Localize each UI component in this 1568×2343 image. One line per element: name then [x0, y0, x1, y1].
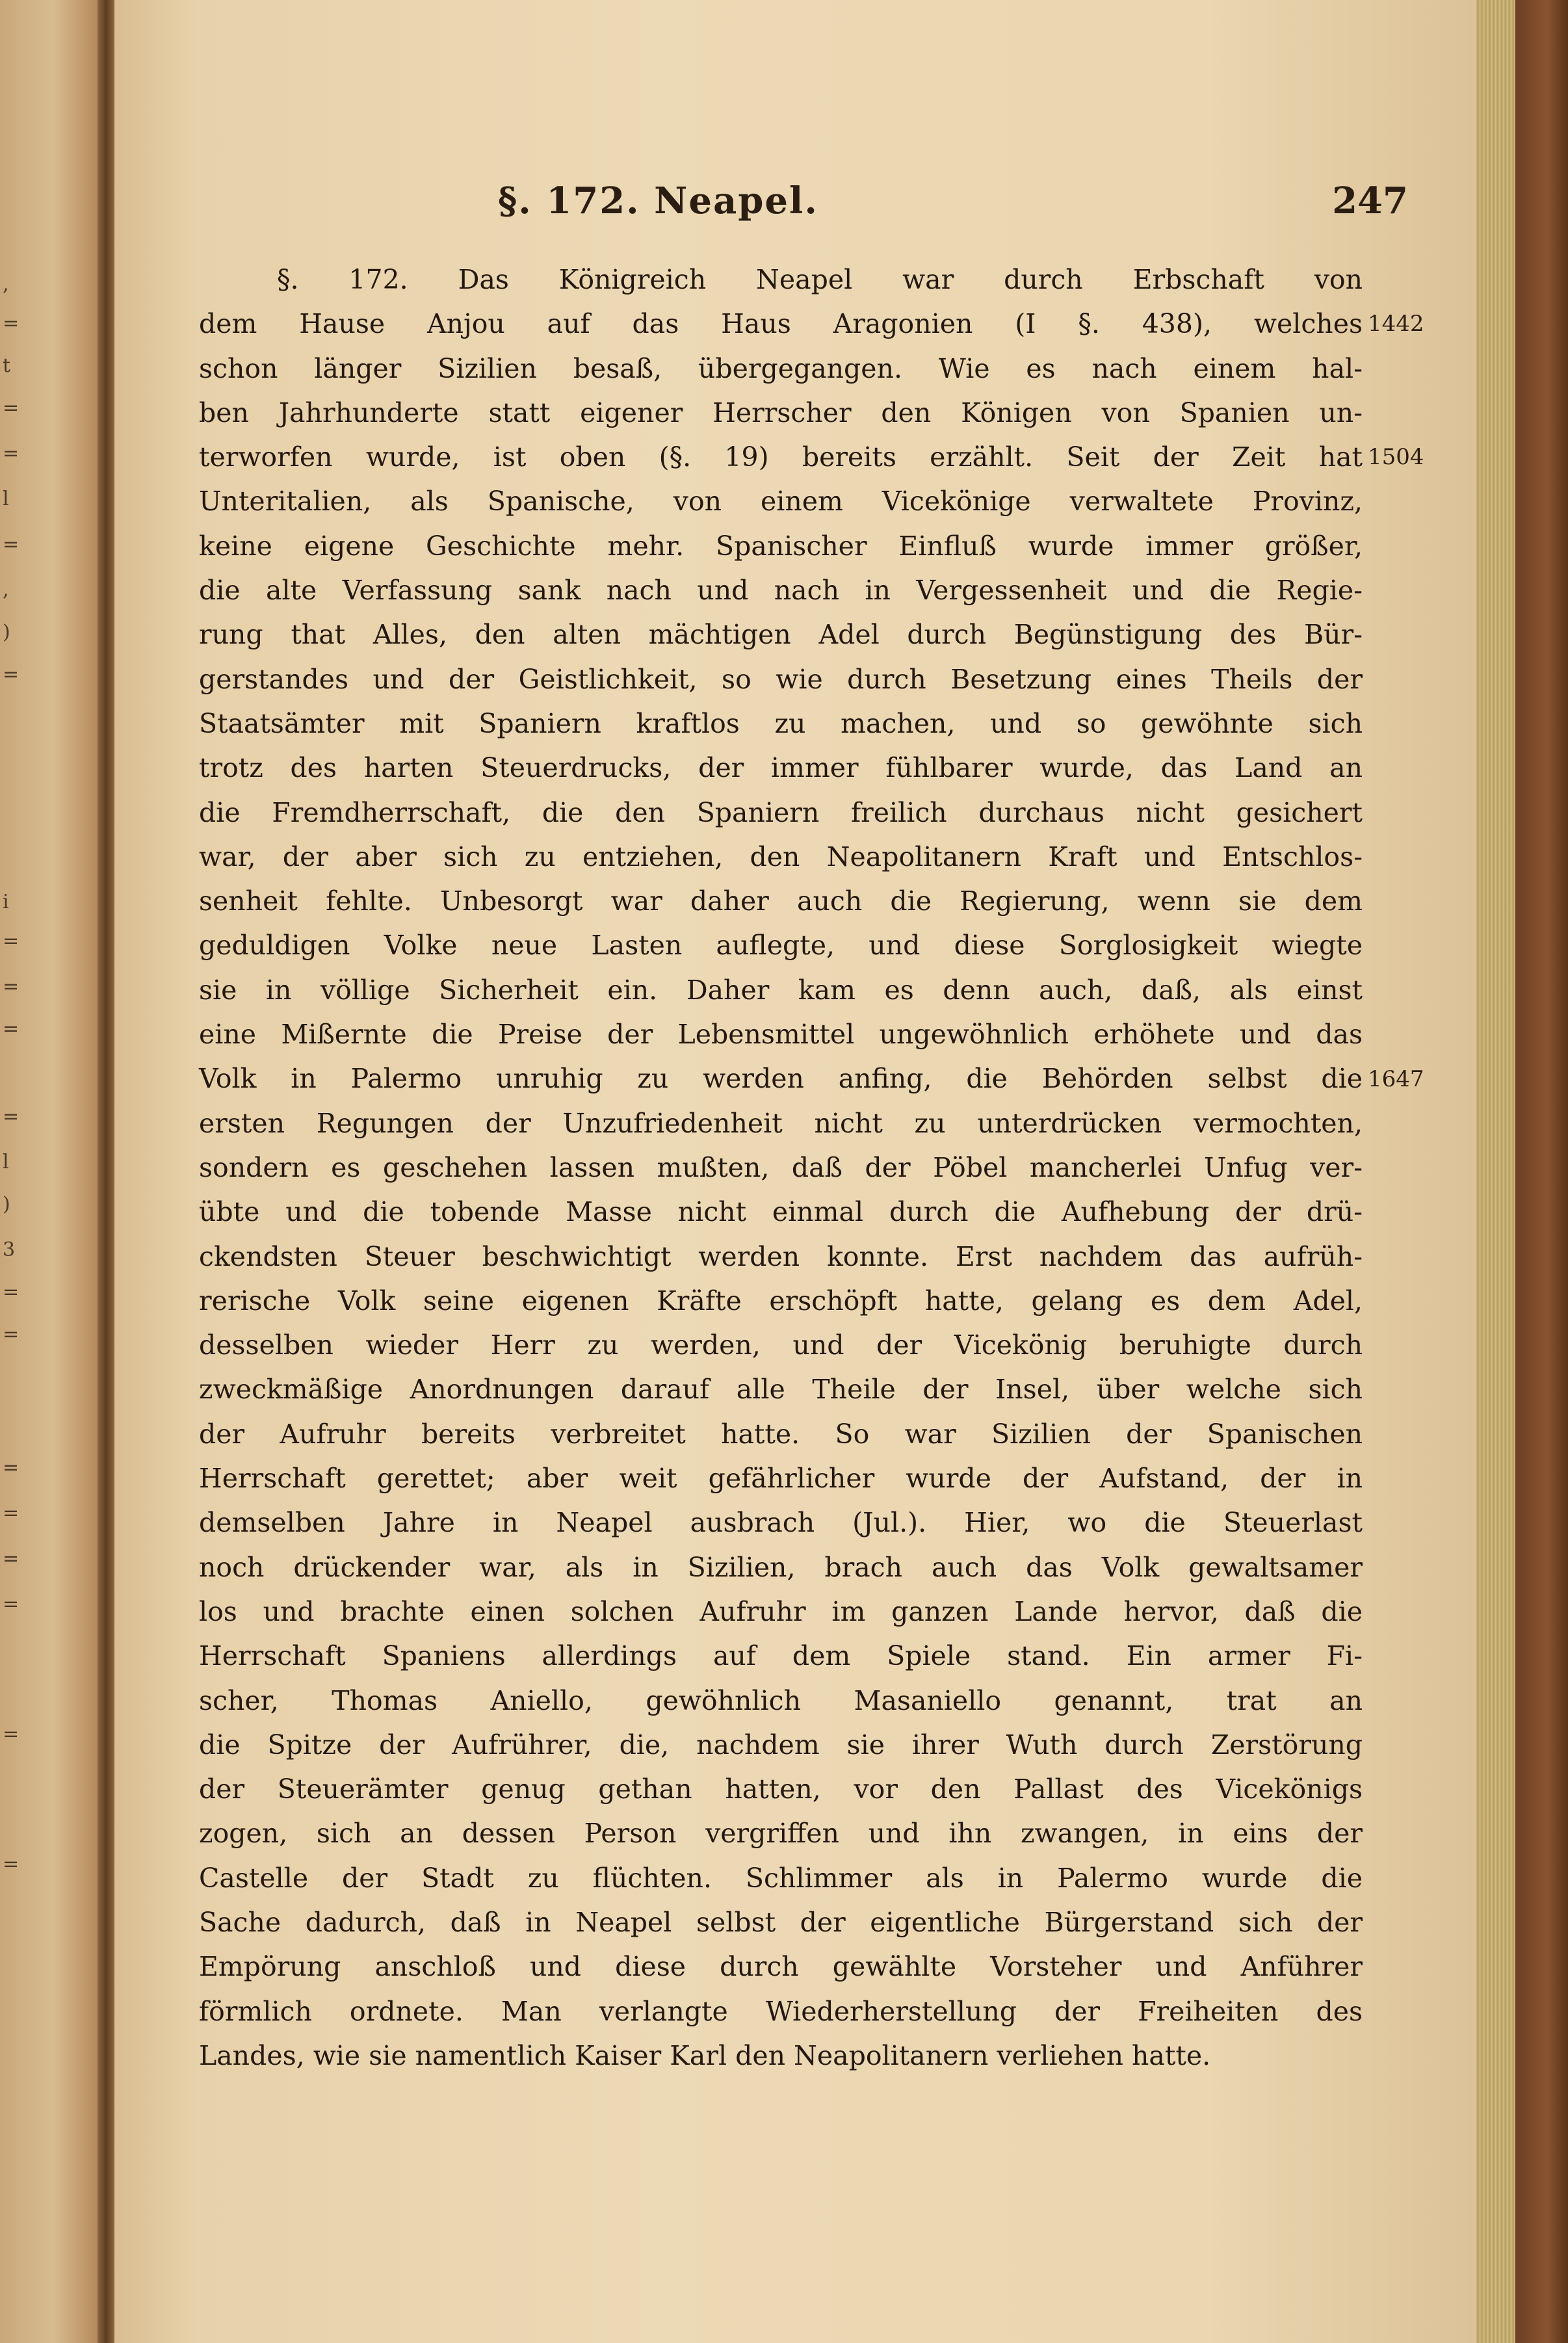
text-line: eine Mißernte die Preise der Lebensmittel ungewöhnlich erhöhete und das — [199, 1019, 1363, 1051]
text-line: ckendsten Steuer beschwichtigt werden konnte. Erst nachdem das aufrüh- — [199, 1240, 1363, 1272]
fragment-mark: l — [3, 1151, 9, 1173]
fragment-mark: = — [3, 533, 20, 556]
text-line: Unteritalien, als Spanische, von einem Vicekönige verwaltete Provinz, — [199, 486, 1363, 517]
margin-year: 1647 — [1368, 1066, 1424, 1092]
margin-year: 1442 — [1368, 311, 1424, 337]
fragment-mark: = — [3, 1456, 20, 1479]
text-line: zweckmäßige Anordnungen darauf alle Theile der Insel, über welche sich — [199, 1374, 1363, 1406]
text-line: demselben Jahre in Neapel ausbrach (Jul.). Hier, wo die Steuerlast — [199, 1507, 1363, 1539]
text-line: Herrschaft gerettet; aber weit gefährlicher wurde der Aufstand, der in — [199, 1463, 1363, 1495]
text-line: keine eigene Geschichte mehr. Spanischer Einfluß wurde immer größer, — [199, 530, 1363, 562]
text-line: übte und die tobende Masse nicht einmal durch die Aufhebung der drü- — [199, 1196, 1363, 1228]
text-line: sie in völlige Sicherheit ein. Daher kam es denn auch, daß, als einst — [199, 974, 1363, 1006]
fragment-mark: = — [3, 312, 20, 335]
text-line: §. 172. Das Königreich Neapel war durch Erbschaft von — [277, 264, 1363, 295]
page-number: 247 — [1332, 179, 1408, 222]
fragment-mark: , — [3, 579, 9, 601]
text-line: die Spitze der Aufrührer, die, nachdem sie ihrer Wuth durch Zerstörung — [199, 1729, 1363, 1761]
text-line: Empörung anschloß und diese durch gewählte Vorsteher und Anführer — [199, 1951, 1363, 1983]
text-line: dem Hause Anjou auf das Haus Aragonien (I §. 438), welches — [199, 308, 1363, 340]
page-block-edge — [1476, 0, 1515, 2343]
fragment-mark: = — [3, 1723, 20, 1746]
left-page-edge — [0, 0, 98, 2343]
fragment-mark: l — [3, 488, 9, 510]
margin-year: 1504 — [1368, 444, 1424, 470]
text-line: Sache dadurch, daß in Neapel selbst der eigentliche Bürgerstand sich der — [199, 1906, 1363, 1938]
book-cover — [1515, 0, 1568, 2343]
page-header — [114, 179, 1476, 238]
body-text — [199, 257, 1363, 2078]
text-line: Herrschaft Spaniens allerdings auf dem Spiele stand. Ein armer Fi- — [199, 1640, 1363, 1672]
text-line: scher, Thomas Aniello, gewöhnlich Masaniello genannt, trat an — [199, 1684, 1363, 1716]
fragment-mark: 3 — [3, 1238, 16, 1261]
fragment-mark: = — [3, 1281, 20, 1303]
fragment-mark: = — [3, 1105, 20, 1128]
fragment-mark: = — [3, 1853, 20, 1876]
fragment-mark: = — [3, 397, 20, 419]
fragment-mark: = — [3, 442, 20, 465]
fragment-mark: ) — [3, 1193, 10, 1216]
fragment-mark: = — [3, 1547, 20, 1570]
text-line: die alte Verfassung sank nach und nach in Vergessenheit und die Regie- — [199, 575, 1363, 607]
fragment-mark: = — [3, 1017, 20, 1040]
text-line: sondern es geschehen lassen mußten, daß der Pöbel mancherlei Unfug ver- — [199, 1151, 1363, 1183]
text-line: Staatsämter mit Spaniern kraftlos zu machen, und so gewöhnte sich — [199, 707, 1363, 739]
text-line: war, der aber sich zu entziehen, den Neapolitanern Kraft und Entschlos- — [199, 841, 1363, 872]
fragment-mark: i — [3, 891, 9, 913]
book-gutter — [98, 0, 114, 2343]
text-line: Landes, wie sie namentlich Kaiser Karl den Neapolitanern verliehen hatte. — [199, 2039, 1211, 2071]
text-line: desselben wieder Herr zu werden, und der Vicekönig beruhigte durch — [199, 1329, 1363, 1361]
text-line: trotz des harten Steuerdrucks, der immer fühlbarer wurde, das Land an — [199, 752, 1363, 784]
fragment-mark: = — [3, 930, 20, 952]
left-page-fragments — [3, 0, 94, 2343]
right-page — [114, 0, 1476, 2343]
text-line: rung that Alles, den alten mächtigen Adel durch Begünstigung des Bür- — [199, 619, 1363, 651]
text-line: geduldigen Volke neue Lasten auflegte, und diese Sorglosigkeit wiegte — [199, 930, 1363, 962]
text-line: senheit fehlte. Unbesorgt war daher auch die Regierung, wenn sie dem — [199, 885, 1363, 917]
text-line: noch drückender war, als in Sizilien, brach auch das Volk gewaltsamer — [199, 1551, 1363, 1583]
text-line: förmlich ordnete. Man verlangte Wiederherstellung der Freiheiten des — [199, 1995, 1363, 2027]
text-line: Volk in Palermo unruhig zu werden anfing, die Behörden selbst die — [199, 1063, 1363, 1095]
fragment-mark: = — [3, 1502, 20, 1525]
text-line: schon länger Sizilien besaß, übergegangen. Wie es nach einem hal- — [199, 352, 1363, 384]
fragment-mark: , — [3, 273, 9, 296]
text-line: ben Jahrhunderte statt eigener Herrscher den Königen von Spanien un- — [199, 397, 1363, 428]
text-line: rerische Volk seine eigenen Kräfte erschöpft hatte, gelang es dem Adel, — [199, 1285, 1363, 1316]
text-line: der Steuerämter genug gethan hatten, vor den Pallast des Vicekönigs — [199, 1774, 1363, 1805]
text-line: terworfen wurde, ist oben (§. 19) bereits erzählt. Seit der Zeit hat — [199, 441, 1363, 473]
text-line: zogen, sich an dessen Person vergriffen und ihn zwangen, in eins der — [199, 1818, 1363, 1850]
fragment-mark: t — [3, 354, 11, 377]
text-line: gerstandes und der Geistlichkeit, so wie durch Besetzung eines Theils der — [199, 663, 1363, 695]
text-line: Castelle der Stadt zu flüchten. Schlimmer als in Palermo wurde die — [199, 1862, 1363, 1894]
text-line: die Fremdherrschaft, die den Spaniern freilich durchaus nicht gesichert — [199, 796, 1363, 828]
text-line: los und brachte einen solchen Aufruhr im ganzen Lande hervor, daß die — [199, 1595, 1363, 1627]
text-line: der Aufruhr bereits verbreitet hatte. So war Sizilien der Spanischen — [199, 1418, 1363, 1450]
text-line: ersten Regungen der Unzufriedenheit nicht zu unterdrücken vermochten, — [199, 1107, 1363, 1139]
fragment-mark: = — [3, 975, 20, 998]
fragment-mark: = — [3, 1323, 20, 1346]
fragment-mark: = — [3, 663, 20, 686]
fragment-mark: = — [3, 1593, 20, 1616]
fragment-mark: ) — [3, 621, 10, 644]
running-head: §. 172. Neapel. — [498, 179, 818, 222]
